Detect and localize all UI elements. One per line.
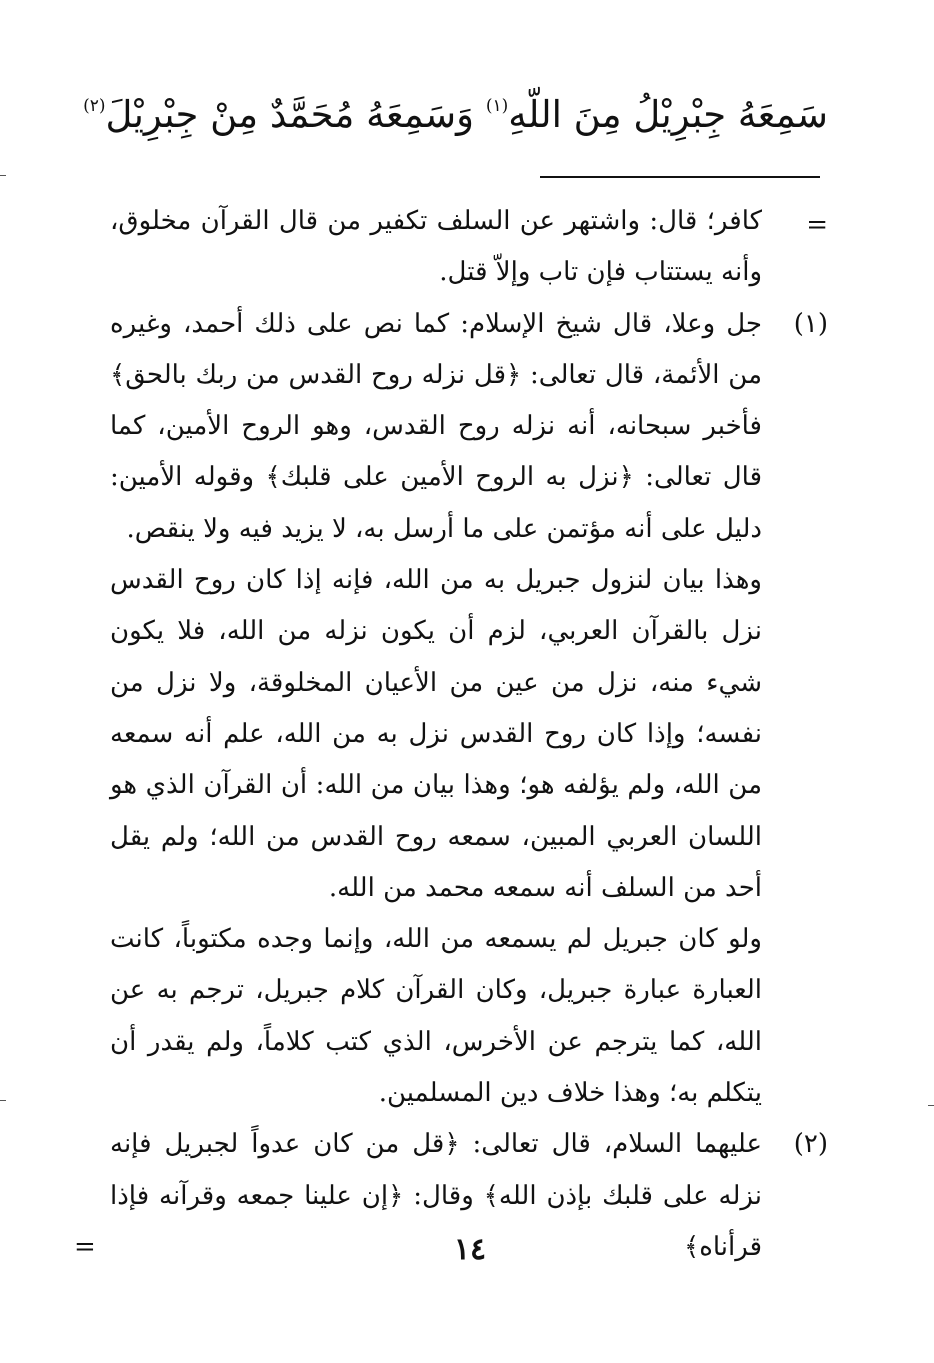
footnotes-section [74, 196, 828, 1273]
footnote-separator [540, 176, 820, 178]
footnote-1 [110, 299, 828, 1120]
main-text-line [83, 78, 828, 143]
main-text-part-a: سَمِعَهُ جِبْرِيْلُ مِنَ اللّهِ [508, 93, 828, 136]
footnote-1-paragraph: ولو كان جبريل لم يسمعه من الله، وإنما وجده مكتوباً، كانت العبارة عبارة جبريل، وكان القرآن كلام جبريل، ترجم به عن الله، كما يترجم عن الأخرس، الذي كتب كلاماً، ولم يقدر أن يتكلم به؛ وهذا خلاف دين المسلمين. [110, 924, 762, 1109]
footnote-1-marker: (١) [793, 308, 828, 339]
footnote-2-trailing-marker: = [74, 1231, 96, 1262]
edge-mark [0, 175, 6, 176]
page-number: ١٤ [453, 1232, 487, 1267]
footnote-1-paragraph: وهذا بيان لنزول جبريل به من الله، فإنه إذا كان روح القدس نزل بالقرآن العربي، لزم أن يكون نزله من الله، فلا يكون شيء منه، نزل من عين من الأعيان المخلوقة، ولا نزل من نفسه؛ وإذا كان روح القدس نزل به من الله، علم أنه سمعه من الله، ولم يؤلفه هو؛ وهذا بيان من الله: أن القرآن الذي هو اللسان العربي المبين، سمعه روح القدس من الله؛ ولم يقل أحد من السلف أنه سمعه محمد من الله. [110, 565, 762, 903]
footnote-ref-2[interactable]: (٢) [83, 96, 106, 116]
main-text-part-b: وَسَمِعَهُ مُحَمَّدٌ مِنْ جِبْرِيْلَ [105, 93, 486, 136]
footnote-continuation [110, 196, 828, 299]
continuation-marker: = [806, 210, 828, 240]
footnote-1-paragraph: جل وعلا، قال شيخ الإسلام: كما نص على ذلك أحمد، وغيره من الأئمة، قال تعالى: ﴿قل نزله روح القدس من ربك بالحق﴾ فأخبر سبحانه، أنه نزله روح القدس، وهو الروح الأمين، كما قال تعالى: ﴿نزل به الروح الأمين على قلبك﴾ وقوله الأمين: دليل على أنه مؤتمن على ما أرسل به، لا يزيد فيه ولا ينقص. [110, 308, 762, 544]
footnote-2-text: عليهما السلام، قال تعالى: ﴿قل من كان عدواً لجبريل فإنه نزله على قلبك بإذن الله﴾ وقال: ﴿إن علينا جمعه وقرآنه فإذا قرأناه﴾ [110, 1129, 762, 1262]
footnote-ref-1[interactable]: (١) [485, 96, 509, 116]
footnote-2-marker: (٢) [793, 1129, 828, 1160]
continuation-text: كافر؛ قال: واشتهر عن السلف تكفير من قال القرآن مخلوق، وأنه يستتاب فإن تاب وإلاّ قتل. [110, 206, 762, 288]
edge-mark [928, 1105, 934, 1106]
edge-mark [0, 1100, 6, 1101]
